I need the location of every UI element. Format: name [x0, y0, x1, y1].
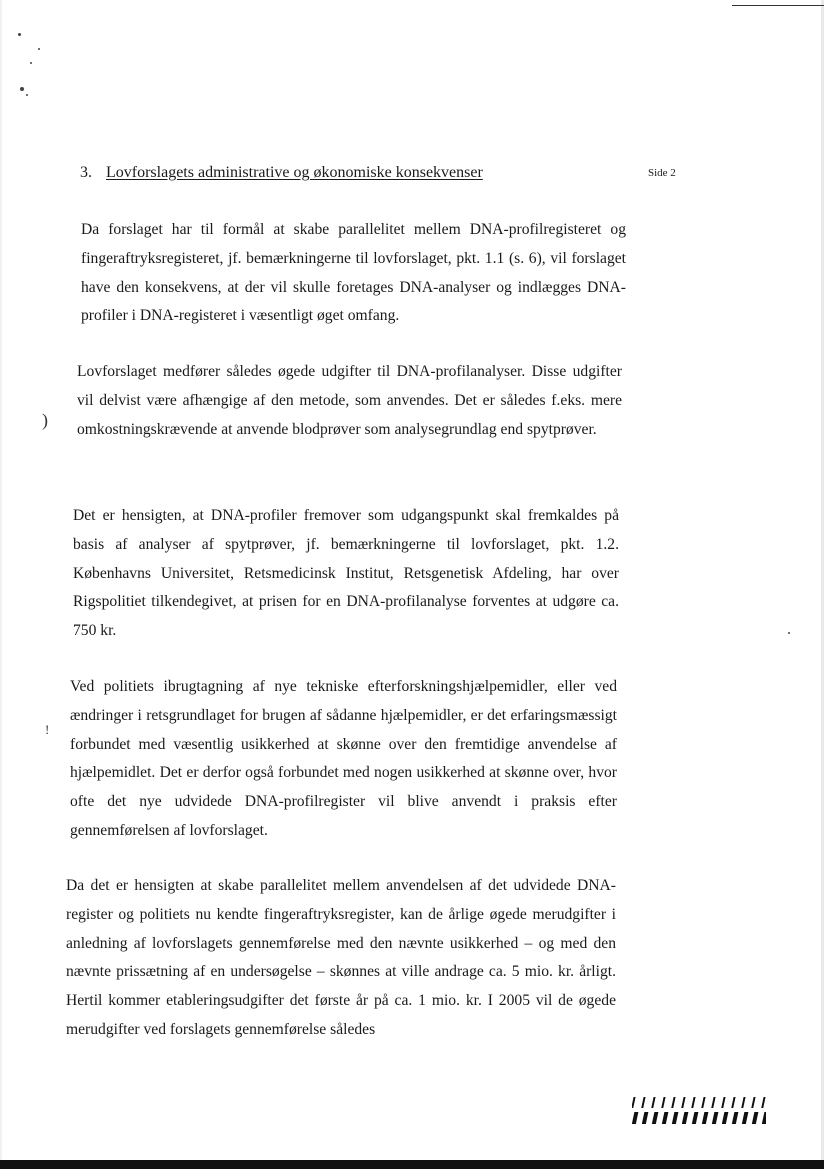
margin-tick-mark: !	[45, 722, 50, 737]
paragraph: Da forslaget har til formål at skabe parallelitet mellem DNA-profilregisteret og fingeraftryksregisteret, jf. bemærkningerne til lovforslaget, pkt. 1.1 (s. 6), vil forslaget have den konsekvens, at der vil skulle foretages DNA-analyser og indlægges DNA-profiler i DNA-registeret i væsentligt øget omfang.	[81, 221, 626, 325]
scan-speck	[20, 87, 24, 91]
margin-paren-mark: )	[42, 410, 48, 430]
scan-left-edge	[0, 0, 2, 1169]
paragraph: Lovforslaget medfører således øgede udgifter til DNA-profilanalyser. Disse udgifter vil delvist være afhængige af den metode, som anvendes. Det er således f.eks. mere omkostningskrævende at anvende blodprøver som analysegrundlag end spytprøver.	[77, 363, 622, 438]
page-number: Side 2	[648, 167, 676, 179]
scan-speck	[18, 33, 21, 36]
paragraph: Det er hensigten, at DNA-profiler fremover som udgangspunkt skal fremkaldes på basis af analyser af spytprøver, jf. bemærkningerne til lovforslaget, pkt. 1.2. Københavns Universitet, Retsmedicinsk Institut, Retsgenetisk Afdeling, har over Rigspolitiet tilkendegivet, at prisen for en DNA-profilanalyse forventes at udgøre ca. 750 kr.	[73, 507, 619, 640]
scan-speck	[26, 94, 28, 96]
section-heading	[80, 162, 680, 184]
paragraph: Da det er hensigten at skabe parallelitet mellem anvendelsen af det udvidede DNA-register og politiets nu kendte fingeraftryksregister, kan de årlige øgede merudgifter i anledning af lovforslagets gennemførelse med den nævnte usikkerhed – og med den nævnte prissætning af en undersøgelse – skønnes at ville andrage ca. 5 mio. kr. årligt. Hertil kommer etableringsudgifter det første år på ca. 1 mio. kr. I 2005 vil de øgede merudgifter ved forslagets gennemførelse således	[66, 877, 616, 1038]
scan-speck	[788, 632, 790, 634]
section-number: 3.	[80, 164, 92, 181]
top-rule	[732, 5, 824, 6]
scan-speck	[38, 48, 40, 50]
scan-bottom-bar	[0, 1160, 824, 1169]
paragraph: Ved politiets ibrugtagning af nye tekniske efterforskningshjælpemidler, eller ved ændringer i retsgrundlaget for brugen af sådanne hjælpemidler, er det erfaringsmæssigt forbundet med væsentlig usikkerhed at skønne over den fremtidige anvendelse af hjælpemidlet. Det er derfor også forbundet med nogen usikkerhed at skønne over, hvor ofte det nye udvidede DNA-profilregister vil blive anvendt i praksis efter gennemførelsen af lovforslaget.	[70, 678, 617, 839]
barcode-mark	[632, 1095, 766, 1127]
scan-speck	[30, 62, 32, 64]
section-title: Lovforslagets administrative og økonomiske konsekvenser	[106, 164, 483, 181]
